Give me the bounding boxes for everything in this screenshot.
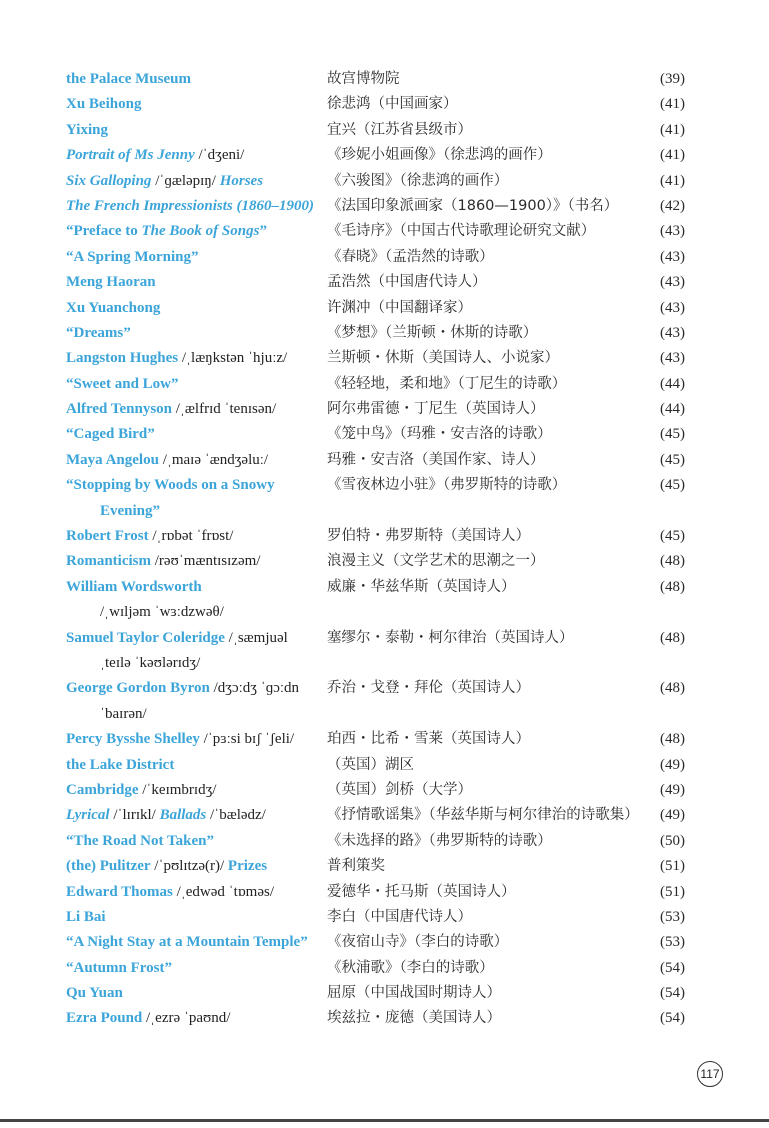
entry-term [66, 676, 327, 701]
entry-page: (43) [660, 274, 685, 291]
entry-chinese: 威廉・华兹华斯（英国诗人） [327, 578, 516, 595]
entry-term-continuation [66, 600, 361, 625]
entry-page: (39) [660, 71, 685, 87]
term-segment: George Gordon Byron [66, 680, 210, 697]
entry-chinese: 埃兹拉・庞德（美国诗人） [327, 1010, 501, 1027]
glossary-entry [66, 219, 706, 244]
term-segment: Percy Bysshe Shelley [66, 731, 200, 748]
entry-page: (50) [660, 832, 685, 849]
glossary-entry [66, 829, 706, 854]
entry-term [66, 956, 327, 981]
term-segment: /ˌwɪljəm ˈwɜːdzwəθ/ [100, 604, 224, 621]
entry-page: (54) [660, 1010, 685, 1027]
entry-page: (49) [660, 807, 685, 824]
entry-term [66, 473, 327, 498]
entry-page: (53) [660, 908, 685, 925]
term-segment: Ballads [159, 807, 207, 824]
entry-page: (48) [660, 553, 685, 570]
entry-page: (54) [660, 959, 685, 976]
entry-term [66, 92, 327, 117]
entry-page: (43) [660, 350, 685, 367]
entry-chinese: 阿尔弗雷德・丁尼生（英国诗人） [327, 401, 545, 418]
entry-chinese: 许渊冲（中国翻译家） [327, 299, 472, 316]
entry-page: (43) [660, 324, 685, 341]
glossary-entry [66, 753, 706, 778]
entry-term [66, 219, 327, 244]
entry-term [66, 803, 327, 828]
entry-chinese: 《珍妮小姐画像》（徐悲鸿的画作） [327, 147, 552, 164]
term-segment: Portrait of Ms Jenny [66, 147, 195, 164]
glossary-entry [66, 1006, 706, 1031]
term-segment: “The Road Not Taken” [66, 832, 214, 849]
term-segment: the Palace Museum [66, 71, 191, 87]
term-segment: ˌteɪlə ˈkəʊlərɪdʒ/ [100, 654, 201, 671]
term-segment: /ˌsæmjuəl [224, 629, 288, 646]
term-segment: “A Night Stay at a Mountain Temple” [66, 934, 308, 951]
entry-page: (44) [660, 375, 685, 392]
term-segment: /ˈlɪrɪkl/ [109, 807, 160, 824]
term-segment: Evening” [100, 502, 161, 519]
entry-term [66, 448, 327, 473]
entry-page: (48) [660, 731, 685, 748]
entry-term [66, 194, 327, 219]
glossary-entry [66, 372, 706, 397]
term-segment: /ˈdʒeni/ [194, 147, 245, 164]
entry-page: (51) [660, 858, 685, 875]
term-segment: Cambridge [66, 781, 139, 798]
glossary-entry [66, 905, 706, 930]
entry-page: (48) [660, 629, 685, 646]
entry-chinese: 兰斯顿・休斯（美国诗人、小说家） [327, 350, 559, 367]
term-segment: Langston Hughes [66, 350, 179, 367]
glossary-entry [66, 67, 706, 92]
glossary-entry-continuation [66, 702, 706, 727]
entry-chinese: 《春晓》（孟浩然的诗歌） [327, 248, 494, 265]
glossary-entry [66, 803, 706, 828]
glossary-entry [66, 92, 706, 117]
term-segment: /ˌedwəd ˈtɒməs/ [172, 883, 274, 900]
glossary-entry [66, 626, 706, 651]
bottom-divider [0, 1119, 769, 1122]
entry-chinese: 《毛诗序》（中国古代诗歌理论研究文献） [327, 223, 596, 240]
term-segment: /ˌezrə ˈpaʊnd/ [142, 1010, 231, 1027]
term-segment: /ˈɡæləpɪŋ/ [151, 172, 220, 189]
glossary-entry [66, 956, 706, 981]
term-segment: William Wordsworth [66, 578, 202, 595]
entry-chinese: 《笼中鸟》（玛雅・安吉洛的诗歌） [327, 426, 552, 443]
entry-term [66, 880, 327, 905]
entry-page: (45) [660, 477, 685, 494]
entry-chinese: 玛雅・安吉洛（美国作家、诗人） [327, 451, 545, 468]
entry-term-continuation [66, 499, 361, 524]
glossary-entry [66, 575, 706, 600]
glossary-entry [66, 981, 706, 1006]
glossary-entry [66, 194, 706, 219]
glossary-entry [66, 143, 706, 168]
glossary-entry [66, 245, 706, 270]
glossary-entry [66, 321, 706, 346]
entry-term [66, 296, 327, 321]
term-segment: /ˈpʊlɪtzə(r)/ [150, 858, 228, 875]
entry-chinese: 故宫博物院 [327, 71, 400, 87]
entry-page: (48) [660, 680, 685, 697]
entry-term [66, 829, 327, 854]
entry-chinese: 《抒情歌谣集》（华兹华斯与柯尔律治的诗歌集） [327, 807, 639, 824]
entry-term [66, 549, 327, 574]
entry-term-continuation [66, 702, 361, 727]
entry-term [66, 321, 327, 346]
term-segment: Samuel Taylor Coleridge [66, 629, 225, 646]
entry-term [66, 1006, 327, 1031]
term-segment: “Autumn Frost” [66, 959, 172, 976]
entry-chinese: （英国）剑桥（大学） [327, 781, 472, 798]
entry-term [66, 143, 327, 168]
entry-page: (41) [660, 147, 685, 164]
entry-chinese: （英国）湖区 [327, 756, 414, 773]
entry-page: (41) [660, 96, 685, 113]
entry-term [66, 727, 327, 752]
glossary-entry [66, 727, 706, 752]
entry-chinese: 《六骏图》（徐悲鸿的画作） [327, 172, 509, 189]
entry-chinese: 普利策奖 [327, 858, 385, 875]
glossary-entry [66, 549, 706, 574]
term-segment: Li Bai [66, 908, 106, 925]
term-segment: “Caged Bird” [66, 426, 155, 443]
term-segment: /rəʊˈmæntɪsɪzəm/ [151, 553, 261, 570]
entry-chinese: 罗伯特・弗罗斯特（美国诗人） [327, 528, 530, 545]
entry-term [66, 981, 327, 1006]
entry-page: (45) [660, 451, 685, 468]
glossary-entry [66, 346, 706, 371]
term-segment: Horses [219, 172, 264, 189]
glossary-entry [66, 930, 706, 955]
glossary-entry [66, 118, 706, 143]
term-segment: Yixing [66, 121, 108, 138]
term-segment: “Sweet and Low” [66, 375, 179, 392]
term-segment: Ezra Pound [66, 1010, 143, 1027]
entry-chinese: 《秋浦歌》（李白的诗歌） [327, 959, 494, 976]
term-segment: /dʒɔːdʒ ˈɡɔːdn [209, 680, 300, 697]
entry-term [66, 346, 327, 371]
term-segment: Alfred Tennyson [66, 401, 173, 418]
glossary-entry [66, 778, 706, 803]
entry-chinese: 《未选择的路》（弗罗斯特的诗歌） [327, 832, 552, 849]
entry-page: (44) [660, 401, 685, 418]
term-segment: The French Impressionists (1860–1900) [66, 197, 314, 214]
entry-term-continuation [66, 651, 361, 676]
entry-page: (53) [660, 934, 685, 951]
entry-page: (48) [660, 578, 685, 595]
term-segment: ˈbaɪrən/ [100, 705, 147, 722]
term-segment: (the) Pulitzer [66, 858, 151, 875]
glossary-list [66, 67, 706, 1032]
term-segment: “Dreams” [66, 324, 131, 341]
term-segment: Maya Angelou [66, 451, 159, 468]
entry-term [66, 422, 327, 447]
term-segment: Lyrical [66, 807, 110, 824]
entry-term [66, 854, 327, 879]
term-segment: “Stopping by Woods on a Snowy [66, 477, 275, 494]
entry-chinese: 孟浩然（中国唐代诗人） [327, 274, 487, 291]
term-segment: /ˌlæŋkstən ˈhjuːz/ [178, 350, 288, 367]
term-segment: the Lake District [66, 756, 175, 773]
entry-term [66, 372, 327, 397]
term-segment: “Preface to [66, 223, 142, 240]
term-segment: The Book of Songs [141, 223, 260, 240]
entry-chinese: 乔治・戈登・拜伦（英国诗人） [327, 680, 530, 697]
entry-chinese: 李白（中国唐代诗人） [327, 908, 472, 925]
entry-chinese: 《雪夜林边小驻》（弗罗斯特的诗歌） [327, 477, 567, 494]
entry-chinese: 珀西・比希・雪莱（英国诗人） [327, 731, 530, 748]
entry-term [66, 245, 327, 270]
entry-term [66, 169, 327, 194]
glossary-entry [66, 397, 706, 422]
glossary-entry [66, 448, 706, 473]
entry-page: (41) [660, 121, 685, 138]
glossary-entry [66, 422, 706, 447]
term-segment: Robert Frost [66, 528, 149, 545]
glossary-entry-continuation [66, 651, 706, 676]
glossary-entry [66, 880, 706, 905]
entry-chinese: 屈原（中国战国时期诗人） [327, 985, 501, 1002]
entry-term [66, 67, 327, 92]
term-segment: /ˈpɜːsi bɪʃ ˈʃeli/ [199, 731, 295, 748]
entry-chinese: 爱德华・托马斯（英国诗人） [327, 883, 516, 900]
entry-page: (54) [660, 985, 685, 1002]
term-segment: Qu Yuan [66, 985, 123, 1002]
term-segment: Six Galloping [66, 172, 152, 189]
entry-term [66, 270, 327, 295]
glossary-entry-continuation [66, 499, 706, 524]
term-segment: /ˈbælədz/ [206, 807, 266, 824]
entry-chinese: 《夜宿山寺》（李白的诗歌） [327, 934, 509, 951]
term-segment: /ˌrɒbət ˈfrɒst/ [148, 528, 234, 545]
entry-term [66, 905, 327, 930]
term-segment: Meng Haoran [66, 274, 156, 291]
entry-page: (51) [660, 883, 685, 900]
entry-term [66, 626, 327, 651]
entry-term [66, 397, 327, 422]
page-number: 117 [697, 1061, 723, 1087]
entry-page: (49) [660, 756, 685, 773]
entry-page: (43) [660, 223, 685, 240]
glossary-entry-continuation [66, 600, 706, 625]
entry-page: (45) [660, 426, 685, 443]
term-segment: ” [259, 223, 267, 240]
term-segment: Romanticism [66, 553, 151, 570]
term-segment: Edward Thomas [66, 883, 173, 900]
glossary-entry [66, 854, 706, 879]
entry-term [66, 753, 327, 778]
term-segment: /ˌmaɪə ˈændʒəluː/ [158, 451, 269, 468]
term-segment: /ˌælfrɪd ˈtenɪsən/ [172, 401, 277, 418]
entry-chinese: 《梦想》（兰斯顿・休斯的诗歌） [327, 324, 538, 341]
entry-term [66, 575, 327, 600]
glossary-entry [66, 169, 706, 194]
entry-term [66, 930, 327, 955]
entry-chinese: 徐悲鸿（中国画家） [327, 96, 458, 113]
entry-term [66, 118, 327, 143]
term-segment: “A Spring Morning” [66, 248, 199, 265]
term-segment: Prizes [227, 858, 268, 875]
entry-chinese: 塞缪尔・泰勒・柯尔律治（英国诗人） [327, 629, 574, 646]
entry-chinese: 浪漫主义（文学艺术的思潮之一） [327, 553, 545, 570]
entry-chinese: 宜兴（江苏省县级市） [327, 121, 472, 138]
entry-page: (42) [660, 197, 685, 214]
entry-chinese: 《轻轻地，柔和地》（丁尼生的诗歌） [327, 375, 567, 392]
glossary-entry [66, 524, 706, 549]
glossary-entry [66, 676, 706, 701]
term-segment: Xu Beihong [66, 96, 142, 113]
glossary-entry [66, 473, 706, 498]
entry-chinese: 《法国印象派画家（1860—1900）》（书名） [327, 197, 619, 214]
glossary-entry [66, 270, 706, 295]
entry-page: (41) [660, 172, 685, 189]
term-segment: /ˈkeɪmbrɪdʒ/ [138, 781, 217, 798]
entry-term [66, 524, 327, 549]
glossary-entry [66, 296, 706, 321]
entry-page: (43) [660, 299, 685, 316]
entry-page: (45) [660, 528, 685, 545]
entry-term [66, 778, 327, 803]
entry-page: (43) [660, 248, 685, 265]
term-segment: Xu Yuanchong [66, 299, 161, 316]
entry-page: (49) [660, 781, 685, 798]
